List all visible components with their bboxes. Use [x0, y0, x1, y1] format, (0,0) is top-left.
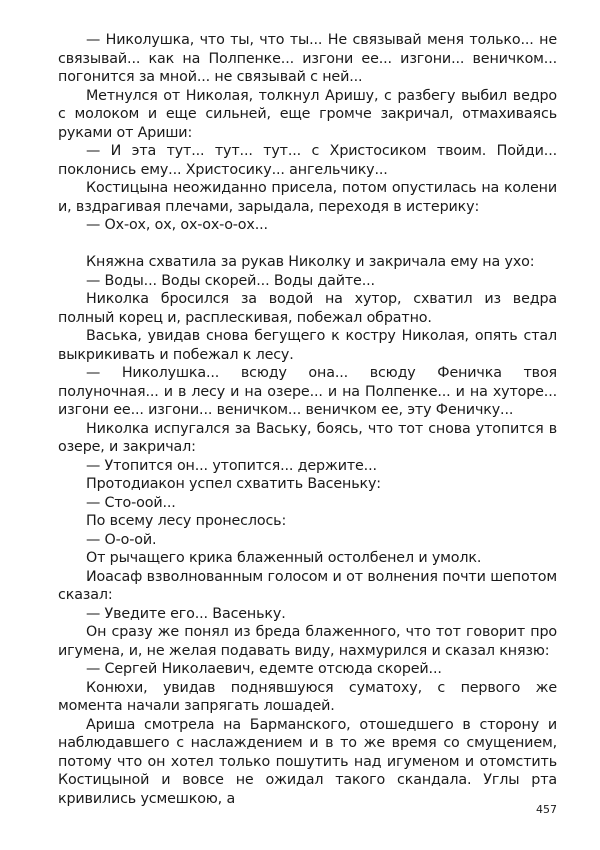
paragraph: Протодиакон успел схватить Васеньку: [86, 476, 381, 492]
paragraph: — Утопится он... утопится... держите... [86, 457, 377, 474]
paragraph: Иоасаф взволнованным голосом и от волнения почти шепотом сказал: [58, 568, 557, 603]
page-number: 457 [536, 803, 557, 816]
paragraph: Николка бросился за водой на хутор, схватил из ведра полный корец и, расплескивая, побежал обратно. [58, 291, 557, 326]
paragraph: По всему лесу пронеслось: [86, 513, 287, 529]
paragraph: — О-о-ой. [86, 531, 157, 548]
paragraph: Он сразу же понял из бреда блаженного, что тот говорит про игумена, и, не желая подавать виду, нахмурился и сказал князю: [58, 624, 557, 659]
paragraph: Ариша смотрела на Барманского, отошедшего в сторону и наблюдавшего с наслаждением и в то же время со смущением, потому что он хотел только пошутить над игуменом и отомстить Костицыной и вовсе не ожидал такого скандала. Углы рта кривились усмешкою, а [58, 716, 557, 807]
section-break [58, 235, 557, 254]
paragraph: — Сергей Николаевич, едемте отсюда скорей... [86, 661, 442, 677]
paragraph: — Уведите его... Васеньку. [86, 605, 286, 622]
paragraph: Метнулся от Николая, толкнул Аришу, с разбегу выбил ведро с молоком и еще сильней, еще громче закричал, отмахиваясь руками от Ариши: [58, 87, 557, 141]
paragraph: От рычащего крика блаженный остолбенел и умолк. [86, 550, 482, 566]
paragraph: Николка испугался за Ваську, боясь, что тот снова утопится в озере, и закричал: [58, 420, 557, 455]
paragraph: Княжна схватила за рукав Николку и закричала ему на ухо: [86, 254, 535, 270]
paragraph: — Николушка, что ты, что ты... Не связывай меня только... не связывай... как на Полпенке... изгони ее... изгони... веничком... погонится за мной... не связывай с ней... [58, 32, 557, 85]
paragraph: — Ох-ох, ох, ох-ох-о-ох... [86, 217, 268, 233]
paragraph: Васька, увидав снова бегущего к костру Николая, опять стал выкрикивать и побежал к лесу. [58, 328, 557, 363]
paragraph: Конюхи, увидав поднявшуюся суматоху, с первого же момента начали запрягать лошадей. [58, 679, 557, 714]
paragraph: — Воды... Воды скорей... Воды дайте... [86, 272, 375, 289]
book-page-text [58, 31, 557, 808]
paragraph: — Сто-оой... [86, 494, 176, 511]
paragraph: Костицына неожиданно присела, потом опустилась на колени и, вздрагивая плечами, зарыдала, переходя в истерику: [58, 180, 557, 215]
paragraph: — И эта тут... тут... тут... с Христосиком твоим. Пойди... поклонись ему... Христосику... ангельчику... [58, 143, 557, 178]
paragraph: — Николушка... всюду она... всюду Феничка твоя полуночная... и в лесу и на озере... и на Полпенке... и на хуторе... изгони ее... изгони... веничком... веничком ее, эту Феничку... [58, 365, 557, 418]
